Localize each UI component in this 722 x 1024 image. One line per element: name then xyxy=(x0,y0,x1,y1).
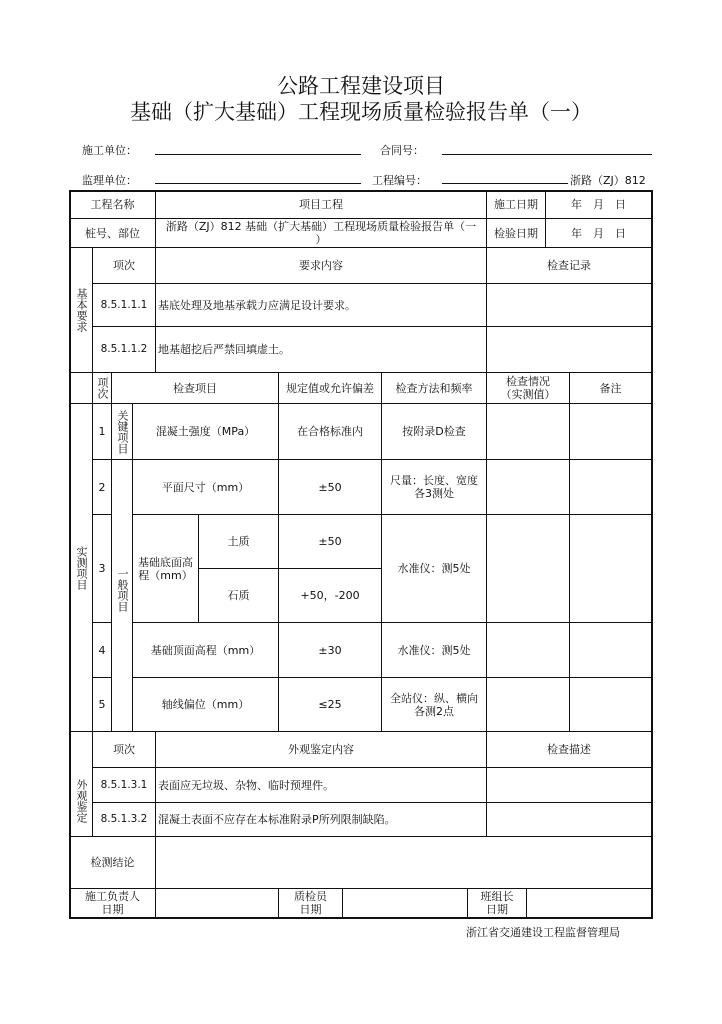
measured-row-3-item xyxy=(133,515,198,622)
measured-row-2-method-line2: 各3测处 xyxy=(414,487,454,500)
measured-row-3-result[interactable] xyxy=(487,515,569,622)
supervisor-field[interactable] xyxy=(155,170,361,184)
contract-no-field[interactable] xyxy=(442,141,652,155)
construction-leader-label-line2: 日期 xyxy=(101,903,124,916)
station-value-line1: 浙路（ZJ）812 基础（扩大基础）工程现场质量检验报告单（一 xyxy=(165,220,477,233)
measured-row-5-remark[interactable] xyxy=(570,678,651,731)
project-no-label: 工程编号： xyxy=(372,174,427,187)
measured-row-2-no: 2 xyxy=(98,480,106,494)
basic-row-2-text: 地基超挖后严禁回填虚土。 xyxy=(158,343,290,356)
appearance-row-2-code: 8.5.1.3.2 xyxy=(100,813,148,825)
basic-row-2-record[interactable] xyxy=(487,327,651,372)
project-no-field[interactable] xyxy=(442,170,568,184)
appearance-desc-col-header: 检查描述 xyxy=(547,743,591,756)
measured-row-1-no: 1 xyxy=(98,425,106,438)
measured-row-5-no: 5 xyxy=(98,698,106,711)
measured-section-label: 实测项目 xyxy=(75,546,88,590)
spec-col-header: 规定值或允许偏差 xyxy=(286,381,374,395)
measured-row-3-spec-2: +50，-200 xyxy=(300,589,360,602)
basic-section-label: 基本要求 xyxy=(75,288,88,332)
construction-leader-field[interactable] xyxy=(156,889,278,917)
basic-item-col-header: 项次 xyxy=(113,259,135,272)
measured-row-3-spec-1: ±50 xyxy=(318,535,342,548)
measured-row-4-no: 4 xyxy=(98,643,106,657)
contractor-label: 施工单位： xyxy=(82,144,137,157)
team-leader-label xyxy=(468,889,526,917)
measured-row-5-method-line1: 全站仪：纵、横向 xyxy=(390,691,478,705)
measured-row-1-remark[interactable] xyxy=(570,404,651,459)
measured-row-4-item: 基础顶面高程（mm） xyxy=(150,643,261,657)
basic-row-1-record[interactable] xyxy=(487,284,651,326)
remark-col-header: 备注 xyxy=(599,381,622,395)
inspection-date-value[interactable]: 年 月 日 xyxy=(571,226,626,240)
measured-row-4-method: 水准仪：测5处 xyxy=(397,643,471,657)
measured-row-4-spec: ±30 xyxy=(318,643,342,657)
team-leader-field[interactable] xyxy=(527,889,651,917)
team-leader-label-line2: 日期 xyxy=(486,903,508,916)
measured-row-3-no: 3 xyxy=(98,562,106,575)
issuing-authority: 浙江省交通建设工程监督管理局 xyxy=(466,926,620,939)
basic-row-2-code: 8.5.1.1.2 xyxy=(100,343,148,355)
measured-row-3-remark[interactable] xyxy=(570,515,651,622)
appearance-section-label: 外观鉴定 xyxy=(75,779,88,823)
appearance-row-2-text: 混凝土表面不应存在本标准附录P所列限制缺陷。 xyxy=(158,813,396,826)
basic-row-1-code: 8.5.1.1.1 xyxy=(100,298,148,311)
form-title-line2: 基础（扩大基础）工程现场质量检验报告单（一） xyxy=(130,100,592,124)
appearance-row-1-desc[interactable] xyxy=(487,768,651,802)
measured-row-2-item: 平面尺寸（mm） xyxy=(161,480,250,494)
measured-item-col-header xyxy=(93,373,111,403)
measured-row-5-method-line2: 各测2点 xyxy=(414,704,454,718)
contractor-field[interactable] xyxy=(155,141,361,155)
result-col-header-line1: 检查情况 xyxy=(506,375,550,388)
measured-row-3-item-line2: 程（mm） xyxy=(138,568,193,582)
measured-row-3-sub-1: 土质 xyxy=(227,535,250,548)
result-col-header-line2: （实测值） xyxy=(500,388,556,401)
measured-row-3-sub-2: 石质 xyxy=(227,589,250,602)
quality-inspector-field[interactable] xyxy=(343,889,467,917)
appearance-row-1-text: 表面应无垃圾、杂物、临时预埋件。 xyxy=(158,778,334,792)
measured-item-col-header-text: 项次 xyxy=(96,377,109,399)
inspection-date-label: 检验日期 xyxy=(494,226,538,240)
key-item-label: 关键项目 xyxy=(116,409,129,454)
measured-row-1-item: 混凝土强度（MPa） xyxy=(155,425,256,438)
station-value-line2: ） xyxy=(315,233,327,246)
measured-row-2-remark[interactable] xyxy=(570,460,651,514)
quality-inspector-label xyxy=(279,889,342,917)
appearance-row-2-desc[interactable] xyxy=(487,803,651,836)
basic-record-col-header: 检查记录 xyxy=(547,259,591,272)
measured-row-1-result[interactable] xyxy=(487,404,569,459)
measured-row-1-spec: 在合格标准内 xyxy=(297,425,363,438)
measured-row-2-method xyxy=(382,460,486,514)
appearance-item-col-header: 项次 xyxy=(113,743,135,756)
general-item-label: 一般项目 xyxy=(116,568,129,612)
conclusion-label: 检测结论 xyxy=(90,856,135,869)
basic-row-1-text: 基底处理及地基承载力应满足设计要求。 xyxy=(158,298,356,312)
contract-no-label: 合同号： xyxy=(380,144,424,157)
measured-row-2-method-line1: 尺量：长度、宽度 xyxy=(390,474,478,487)
form-code: 浙路（ZJ）812 xyxy=(570,174,646,187)
measured-row-1-method: 按附录D检查 xyxy=(402,425,466,438)
measured-row-3-method: 水准仪：测5处 xyxy=(397,562,471,575)
measured-row-3-item-line1: 基础底面高 xyxy=(138,555,193,569)
check-item-col-header: 检查项目 xyxy=(173,381,217,395)
supervisor-label: 监理单位： xyxy=(82,174,137,187)
measured-row-4-remark[interactable] xyxy=(570,623,651,677)
appearance-row-1-code: 8.5.1.3.1 xyxy=(100,778,148,791)
project-name-value[interactable]: 项目工程 xyxy=(299,198,343,211)
basic-req-col-header: 要求内容 xyxy=(299,259,343,272)
measured-row-5-item: 轴线偏位（mm） xyxy=(161,698,250,711)
method-col-header: 检查方法和频率 xyxy=(395,381,473,395)
team-leader-label-line1: 班组长 xyxy=(480,890,514,903)
project-name-label: 工程名称 xyxy=(90,198,135,211)
quality-inspector-label-line1: 质检员 xyxy=(294,890,327,903)
measured-row-2-spec: ±50 xyxy=(318,480,342,494)
construction-leader-label xyxy=(70,889,155,917)
construction-date-value[interactable]: 年 月 日 xyxy=(571,198,626,211)
result-col-header xyxy=(487,373,569,403)
measured-row-5-spec: ≤25 xyxy=(318,698,342,711)
measured-row-2-result[interactable] xyxy=(487,460,569,514)
form-title-line1: 公路工程建设项目 xyxy=(277,74,445,98)
construction-leader-label-line1: 施工负责人 xyxy=(85,890,140,903)
conclusion-field[interactable] xyxy=(156,837,651,888)
quality-inspector-label-line2: 日期 xyxy=(299,903,322,916)
appearance-content-col-header: 外观鉴定内容 xyxy=(288,743,354,756)
measured-row-5-result[interactable] xyxy=(487,678,569,731)
station-label: 桩号、部位 xyxy=(85,226,140,240)
measured-row-4-result[interactable] xyxy=(487,623,569,677)
station-value[interactable] xyxy=(156,219,486,247)
construction-date-label: 施工日期 xyxy=(494,198,538,211)
measured-row-5-method xyxy=(382,678,486,731)
